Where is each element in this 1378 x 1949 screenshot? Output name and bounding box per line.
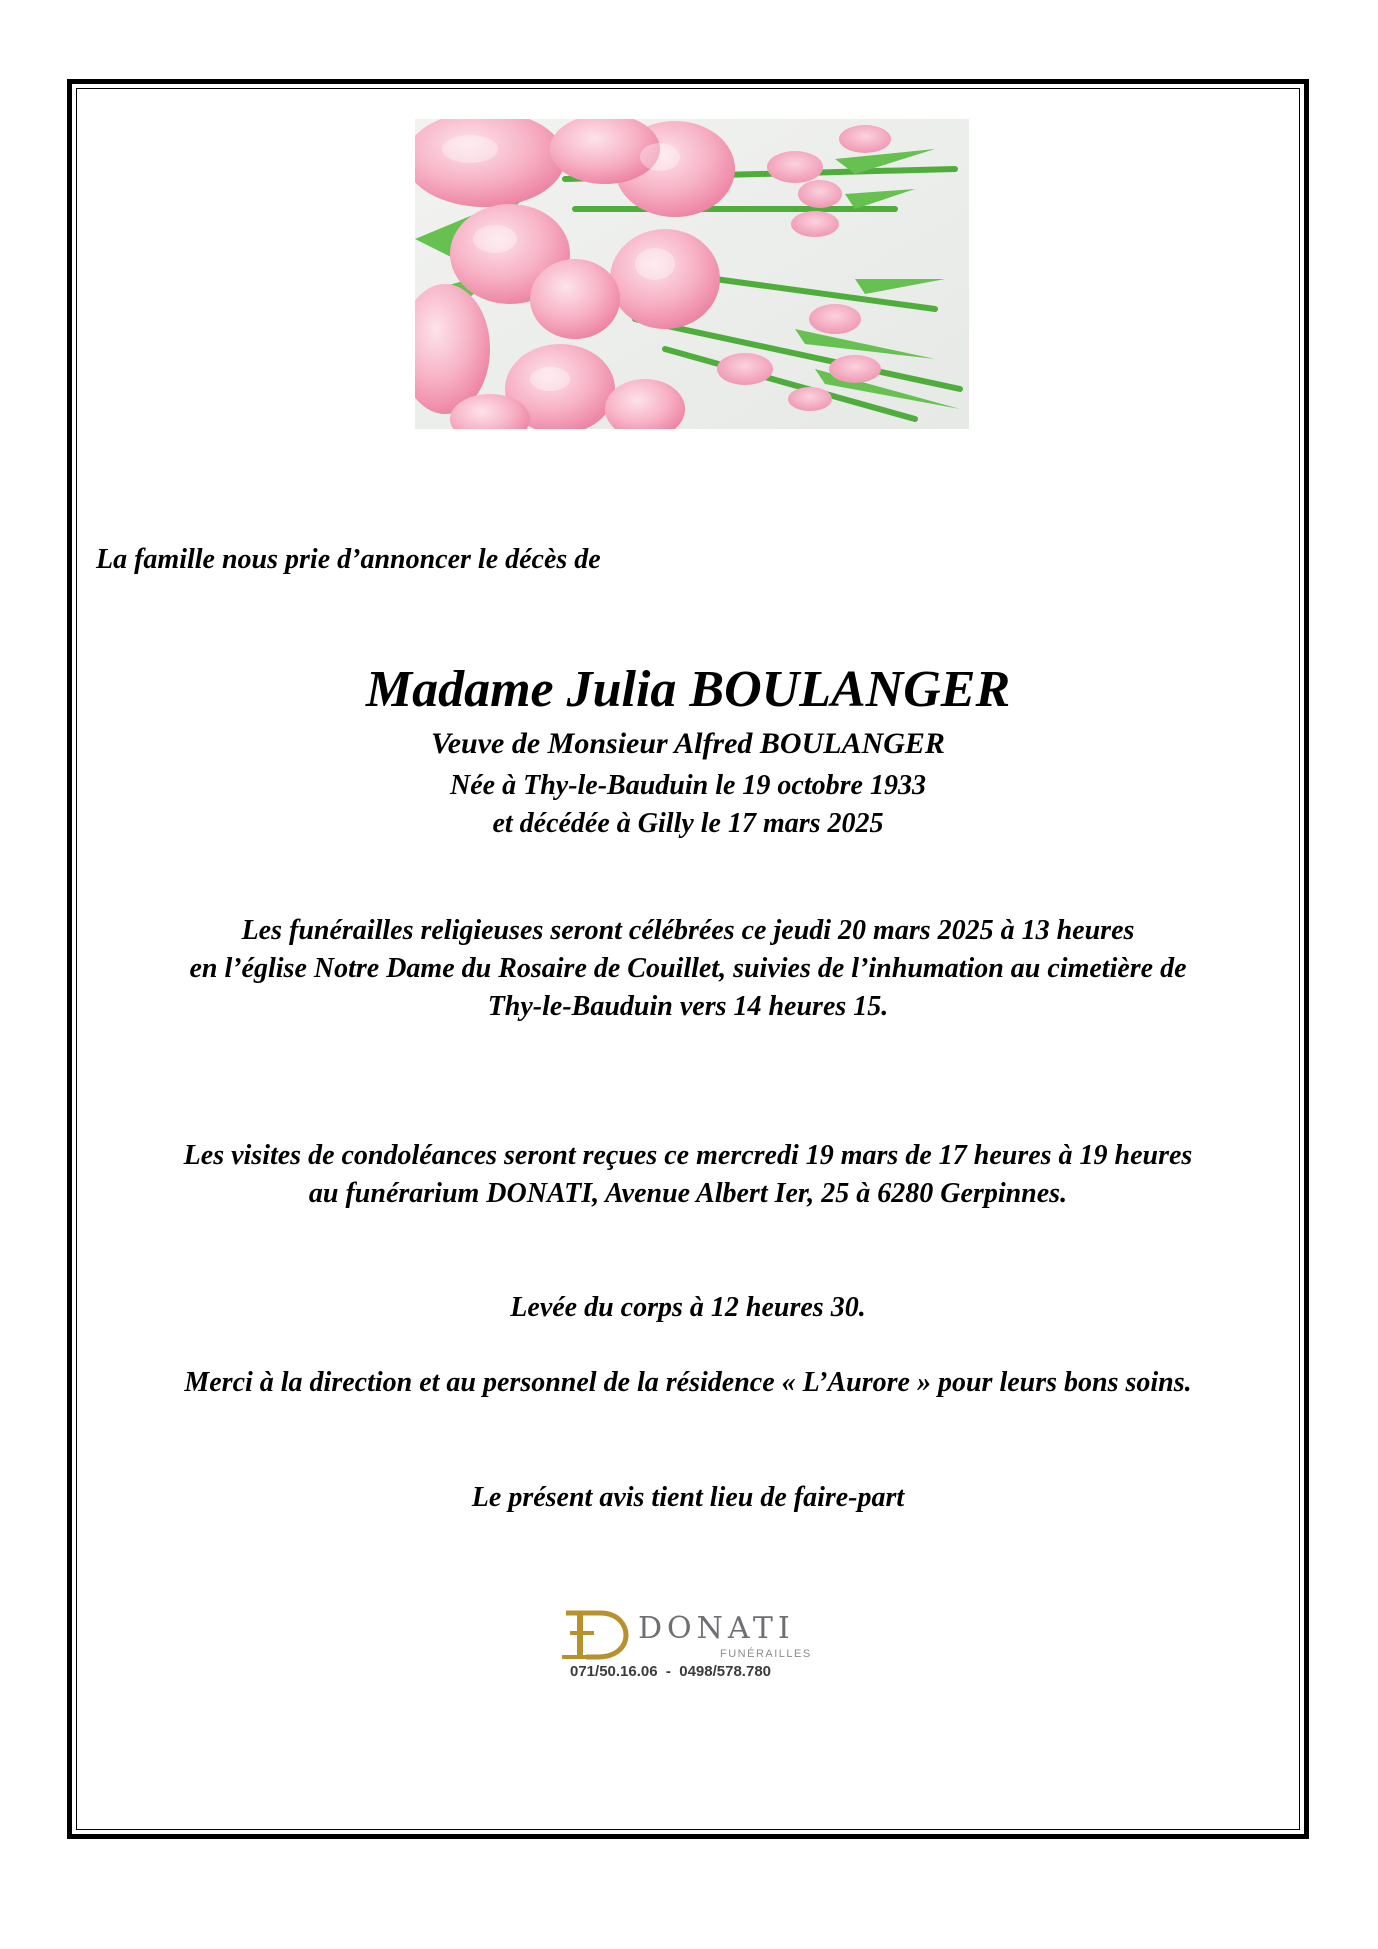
donati-logo [560,1605,820,1683]
funeral-line-2: en l’église Notre Dame du Rosaire de Couillet, suivies de l’inhumation au cimetière de [189,953,1187,984]
thanks-line: Merci à la direction et au personnel de la résidence « L’Aurore » pour leurs bons soins. [184,1367,1192,1398]
visits-line-1: Les visites de condoléances seront reçues ce mercredi 19 mars de 17 heures à 19 heures [183,1140,1193,1171]
death-line: et décédée à Gilly le 17 mars 2025 [492,808,884,839]
widow-of-line: Veuve de Monsieur Alfred BOULANGER [431,727,945,760]
logo-wordmark: DONATI [638,1611,795,1646]
birth-line: Née à Thy-le-Bauduin le 19 octobre 1933 [450,770,926,801]
levee-line: Levée du corps à 12 heures 30. [510,1292,866,1323]
funeral-line-3: Thy-le-Bauduin vers 14 heures 15. [487,991,889,1022]
deceased-name: Madame Julia BOULANGER [365,661,1011,718]
logo-phone-numbers: 071/50.16.06 - 0498/578.780 [570,1663,772,1680]
visits-line-2: au funérarium DONATI, Avenue Albert Ier, 25 à 6280 Gerpinnes. [308,1178,1068,1209]
closing-line: Le présent avis tient lieu de faire-part [471,1482,905,1513]
donati-monogram-icon [560,1605,630,1661]
logo-tagline: FUNÉRAILLES [720,1648,812,1660]
intro-text: La famille nous prie d’annoncer le décès de [96,544,601,575]
flower-photo [415,119,969,429]
funeral-line-1: Les funérailles religieuses seront célébrées ce jeudi 20 mars 2025 à 13 heures [241,915,1135,946]
